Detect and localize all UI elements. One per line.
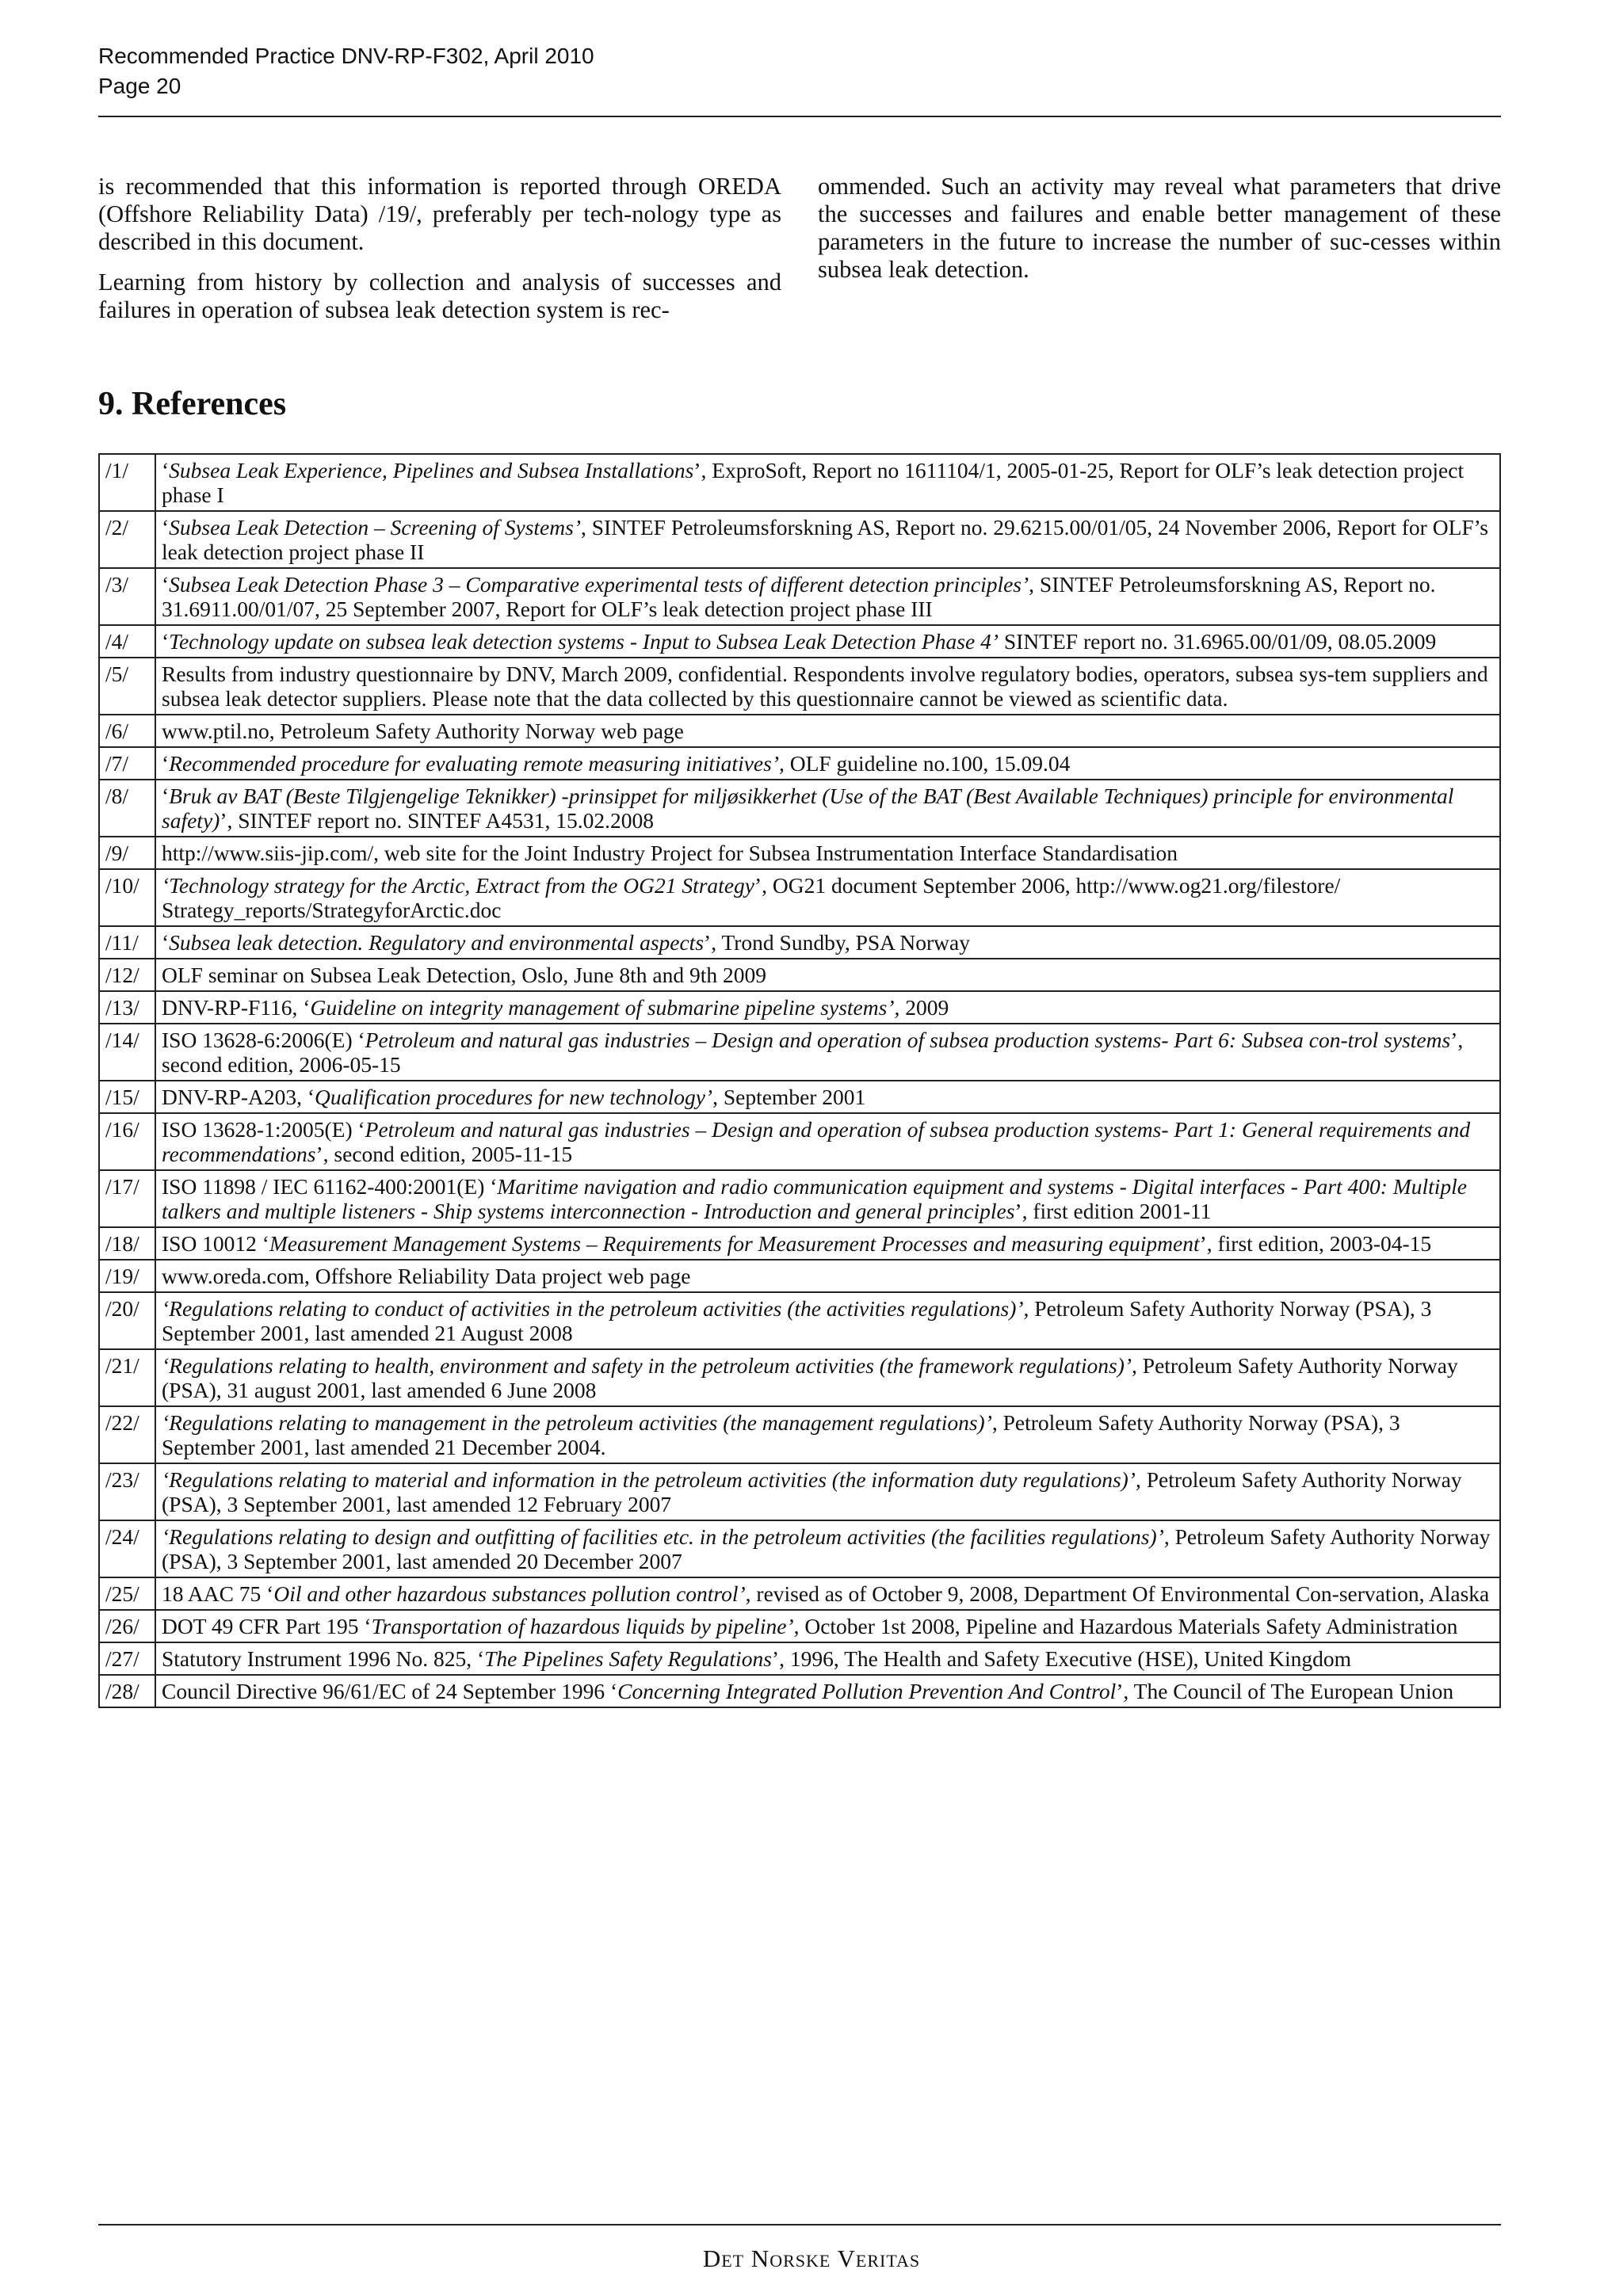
reference-row: [99, 1463, 1500, 1520]
reference-title: ‘Regulations relating to material and information in the petroleum activities (the information duty regulations)’: [162, 1467, 1136, 1492]
reference-prefix: 18 AAC 75 ‘: [162, 1581, 274, 1606]
reference-number: /18/: [99, 1227, 155, 1260]
reference-text: [155, 1260, 1500, 1292]
reference-row: [99, 747, 1500, 780]
reference-details: ’, second edition, 2005-11-15: [315, 1142, 573, 1166]
reference-details: , September 2001: [712, 1085, 866, 1109]
section-heading: 9. References: [98, 386, 287, 422]
reference-details: SINTEF report no. 31.6965.00/01/09, 08.05.2009: [999, 629, 1437, 654]
reference-prefix: ISO 10012 ‘: [162, 1231, 269, 1256]
reference-prefix: DOT 49 CFR Part 195 ‘: [162, 1614, 372, 1638]
reference-row: [99, 625, 1500, 658]
reference-row: [99, 1577, 1500, 1610]
reference-title: ‘Technology strategy for the Arctic, Extract from the OG21 Strategy: [162, 873, 754, 898]
reference-text: [155, 1463, 1500, 1520]
reference-title: ‘Regulations relating to design and outfitting of facilities etc. in the petroleum activities (the facilities regulations)’: [162, 1524, 1164, 1549]
reference-prefix: ISO 13628-1:2005(E) ‘: [162, 1117, 365, 1142]
header-divider: [98, 116, 1501, 117]
reference-row: [99, 454, 1500, 511]
page-number: Page 20: [98, 74, 181, 98]
reference-details: www.oreda.com, Offshore Reliability Data project web page: [162, 1264, 691, 1288]
reference-row: [99, 991, 1500, 1024]
reference-row: [99, 1227, 1500, 1260]
reference-number: /21/: [99, 1349, 155, 1406]
reference-text: [155, 926, 1500, 959]
reference-details: , SINTEF Petroleumsforskning AS, Report no. 31.6911.00/01/07, 25 September 2007, Report for OLF’s leak detection project phase III: [162, 572, 1436, 621]
reference-text: [155, 625, 1500, 658]
reference-title: Concerning Integrated Pollution Prevention And Control: [617, 1679, 1117, 1703]
reference-text: [155, 1577, 1500, 1610]
reference-title: Bruk av BAT (Beste Tilgjengelige Teknikker) -prinsippet for miljøsikkerhet (Use of the BAT (Best Available Techniques) principle for environmental safety): [162, 784, 1454, 833]
reference-number: /28/: [99, 1675, 155, 1707]
reference-row: [99, 1292, 1500, 1349]
reference-number: /26/: [99, 1610, 155, 1642]
reference-title: Petroleum and natural gas industries – Design and operation of subsea production systems- Part 1: General requirements and recommendations: [162, 1117, 1471, 1166]
reference-text: [155, 869, 1500, 926]
reference-prefix: ‘: [162, 515, 170, 540]
reference-title: Maritime navigation and radio communication equipment and systems - Digital interfaces - Part 400: Multiple talkers and multiple listeners - Ship systems interconnection - Introduction and general principles: [162, 1174, 1467, 1223]
reference-prefix: ISO 11898 / IEC 61162-400:2001(E) ‘: [162, 1174, 498, 1199]
reference-title: Subsea Leak Detection Phase 3 – Comparative experimental tests of different detection principles’: [169, 572, 1029, 597]
reference-text: [155, 1520, 1500, 1577]
intro-left-column: [98, 173, 781, 337]
reference-text: [155, 959, 1500, 991]
reference-row: [99, 1081, 1500, 1113]
reference-details: , Petroleum Safety Authority Norway (PSA), 31 august 2001, last amended 6 June 2008: [162, 1353, 1458, 1402]
reference-title: Petroleum and natural gas industries – Design and operation of subsea production systems- Part 6: Subsea con-trol systems: [365, 1028, 1451, 1052]
reference-text: [155, 1024, 1500, 1081]
reference-number: /13/: [99, 991, 155, 1024]
reference-details: OLF seminar on Subsea Leak Detection, Oslo, June 8th and 9th 2009: [162, 963, 766, 987]
reference-number: /27/: [99, 1642, 155, 1675]
reference-number: /15/: [99, 1081, 155, 1113]
reference-row: [99, 869, 1500, 926]
reference-text: [155, 1113, 1500, 1170]
reference-text: [155, 1642, 1500, 1675]
reference-row: [99, 511, 1500, 568]
reference-title: ‘Regulations relating to management in the petroleum activities (the management regulations)’: [162, 1410, 992, 1435]
reference-details: ’, OG21 document September 2006, http://www.og21.org/filestore/ Strategy_reports/StrategyforArctic.doc: [162, 873, 1341, 922]
reference-details: ’, SINTEF report no. SINTEF A4531, 15.02.2008: [220, 808, 655, 833]
reference-details: , revised as of October 9, 2008, Department Of Environmental Con-servation, Alaska: [745, 1581, 1490, 1606]
reference-prefix: ‘: [162, 572, 170, 597]
reference-row: [99, 1642, 1500, 1675]
reference-title: The Pipelines Safety Regulations: [484, 1646, 772, 1671]
reference-text: [155, 1406, 1500, 1463]
reference-number: /14/: [99, 1024, 155, 1081]
reference-number: /11/: [99, 926, 155, 959]
reference-number: /25/: [99, 1577, 155, 1610]
reference-row: [99, 837, 1500, 869]
reference-number: /2/: [99, 511, 155, 568]
reference-row: [99, 959, 1500, 991]
reference-details: , Petroleum Safety Authority Norway (PSA), 3 September 2001, last amended 21 December 2004.: [162, 1410, 1400, 1459]
reference-row: [99, 715, 1500, 747]
reference-details: Results from industry questionnaire by DNV, March 2009, confidential. Respondents involve regulatory bodies, operators, subsea sys-tem suppliers and subsea leak detector suppliers. Please note that the data collected by this questionnaire cannot be viewed as scientific data.: [162, 662, 1488, 711]
reference-number: /19/: [99, 1260, 155, 1292]
reference-title: Subsea Leak Detection – Screening of Systems’: [169, 515, 581, 540]
reference-row: [99, 568, 1500, 625]
reference-details: ’, The Council of The European Union: [1116, 1679, 1454, 1703]
reference-number: /4/: [99, 625, 155, 658]
reference-details: ’, 1996, The Health and Safety Executive (HSE), United Kingdom: [771, 1646, 1352, 1671]
document-title: Recommended Practice DNV-RP-F302, April 2010: [98, 44, 594, 68]
reference-row: [99, 1520, 1500, 1577]
reference-prefix: ‘: [162, 784, 170, 808]
reference-details: ’, first edition 2001-11: [1014, 1199, 1212, 1223]
reference-prefix: ‘: [162, 930, 170, 955]
reference-row: [99, 1024, 1500, 1081]
reference-number: /16/: [99, 1113, 155, 1170]
reference-text: [155, 1292, 1500, 1349]
reference-number: /5/: [99, 658, 155, 715]
reference-text: [155, 454, 1500, 511]
reference-number: /7/: [99, 747, 155, 780]
reference-title: Technology update on subsea leak detection systems - Input to Subsea Leak Detection Phase 4’: [169, 629, 999, 654]
reference-prefix: DNV-RP-F116, ‘: [162, 995, 311, 1020]
reference-details: , October 1st 2008, Pipeline and Hazardous Materials Safety Administration: [793, 1614, 1458, 1638]
reference-number: /24/: [99, 1520, 155, 1577]
intro-right-column: [818, 173, 1501, 337]
reference-prefix: ‘: [162, 751, 170, 776]
reference-number: /8/: [99, 780, 155, 837]
reference-text: [155, 991, 1500, 1024]
footer-publisher: Det Norske Veritas: [702, 2245, 921, 2272]
reference-text: [155, 780, 1500, 837]
page-header: [98, 41, 594, 101]
reference-row: [99, 1610, 1500, 1642]
reference-details: , SINTEF Petroleumsforskning AS, Report no. 29.6215.00/01/05, 24 November 2006, Report for OLF’s leak detection project phase II: [162, 515, 1489, 564]
reference-row: [99, 1406, 1500, 1463]
reference-details: OLF guideline no.100, 15.09.04: [784, 751, 1071, 776]
reference-number: /20/: [99, 1292, 155, 1349]
reference-row: [99, 926, 1500, 959]
reference-title: Qualification procedures for new technology’: [315, 1085, 713, 1109]
reference-text: [155, 1610, 1500, 1642]
reference-number: /12/: [99, 959, 155, 991]
reference-title: Recommended procedure for evaluating remote measuring initiatives’,: [169, 751, 785, 776]
intro-text: [98, 173, 1501, 337]
reference-text: [155, 568, 1500, 625]
reference-prefix: ISO 13628-6:2006(E) ‘: [162, 1028, 365, 1052]
reference-text: [155, 511, 1500, 568]
reference-text: [155, 658, 1500, 715]
reference-title: Guideline on integrity management of submarine pipeline systems’,: [310, 995, 900, 1020]
reference-title: Subsea Leak Experience, Pipelines and Subsea Installations: [169, 458, 694, 482]
reference-text: [155, 1170, 1500, 1227]
reference-prefix: ‘: [162, 629, 170, 654]
intro-paragraph: is recommended that this information is reported through OREDA (Offshore Reliability Data) /19/, preferably per tech-nology type as described in this document.: [98, 173, 781, 255]
reference-prefix: DNV-RP-A203, ‘: [162, 1085, 315, 1109]
reference-number: /10/: [99, 869, 155, 926]
reference-number: /1/: [99, 454, 155, 511]
reference-details: ’, first edition, 2003-04-15: [1199, 1231, 1432, 1256]
reference-prefix: Council Directive 96/61/EC of 24 September 1996 ‘: [162, 1679, 618, 1703]
reference-text: [155, 1081, 1500, 1113]
reference-text: [155, 1227, 1500, 1260]
references-table: [98, 453, 1501, 1708]
reference-details: , Petroleum Safety Authority Norway (PSA), 3 September 2001, last amended 12 February 2007: [162, 1467, 1462, 1516]
reference-row: [99, 1170, 1500, 1227]
reference-number: /17/: [99, 1170, 155, 1227]
reference-title: Transportation of hazardous liquids by pipeline’: [371, 1614, 794, 1638]
reference-row: [99, 1349, 1500, 1406]
reference-number: /6/: [99, 715, 155, 747]
reference-number: /23/: [99, 1463, 155, 1520]
reference-prefix: ‘: [162, 458, 170, 482]
reference-title: ‘Regulations relating to health, environment and safety in the petroleum activities (the framework regulations)’: [162, 1353, 1132, 1378]
reference-details: ’, second edition, 2006-05-15: [162, 1028, 1464, 1077]
reference-number: /22/: [99, 1406, 155, 1463]
reference-row: [99, 1675, 1500, 1707]
reference-details: Petroleum Safety Authority Norway (PSA), 3 September 2001, last amended 21 August 2008: [162, 1296, 1432, 1345]
reference-details: http://www.siis-jip.com/, web site for the Joint Industry Project for Subsea Instrumentation Interface Standardisation: [162, 841, 1178, 865]
intro-paragraph: ommended. Such an activity may reveal what parameters that drive the successes and failures and enable better management of these parameters in the future to increase the number of suc-cesses within subsea leak detection.: [818, 173, 1501, 283]
reference-details: , Petroleum Safety Authority Norway (PSA), 3 September 2001, last amended 20 December 2007: [162, 1524, 1491, 1573]
reference-title: Oil and other hazardous substances pollution control’: [273, 1581, 746, 1606]
reference-prefix: Statutory Instrument 1996 No. 825, ‘: [162, 1646, 485, 1671]
intro-paragraph: Learning from history by collection and analysis of successes and failures in operation of subsea leak detection system is rec-: [98, 269, 781, 323]
reference-title: Measurement Management Systems – Requirements for Measurement Processes and measuring equipment: [269, 1231, 1200, 1256]
reference-row: [99, 658, 1500, 715]
reference-text: [155, 747, 1500, 780]
reference-details: www.ptil.no, Petroleum Safety Authority Norway web page: [162, 719, 684, 743]
reference-row: [99, 780, 1500, 837]
reference-number: /3/: [99, 568, 155, 625]
reference-text: [155, 1349, 1500, 1406]
reference-row: [99, 1260, 1500, 1292]
reference-details: ’, Trond Sundby, PSA Norway: [704, 930, 970, 955]
reference-details: 2009: [899, 995, 949, 1020]
reference-text: [155, 715, 1500, 747]
reference-number: /9/: [99, 837, 155, 869]
reference-text: [155, 1675, 1500, 1707]
reference-title: ‘Regulations relating to conduct of activities in the petroleum activities (the activities regulations)’,: [162, 1296, 1029, 1321]
reference-title: Subsea leak detection. Regulatory and environmental aspects: [169, 930, 705, 955]
reference-text: [155, 837, 1500, 869]
reference-row: [99, 1113, 1500, 1170]
footer-divider: [98, 2224, 1501, 2225]
reference-details: ’, ExproSoft, Report no 1611104/1, 2005-01-25, Report for OLF’s leak detection project phase I: [162, 458, 1465, 507]
